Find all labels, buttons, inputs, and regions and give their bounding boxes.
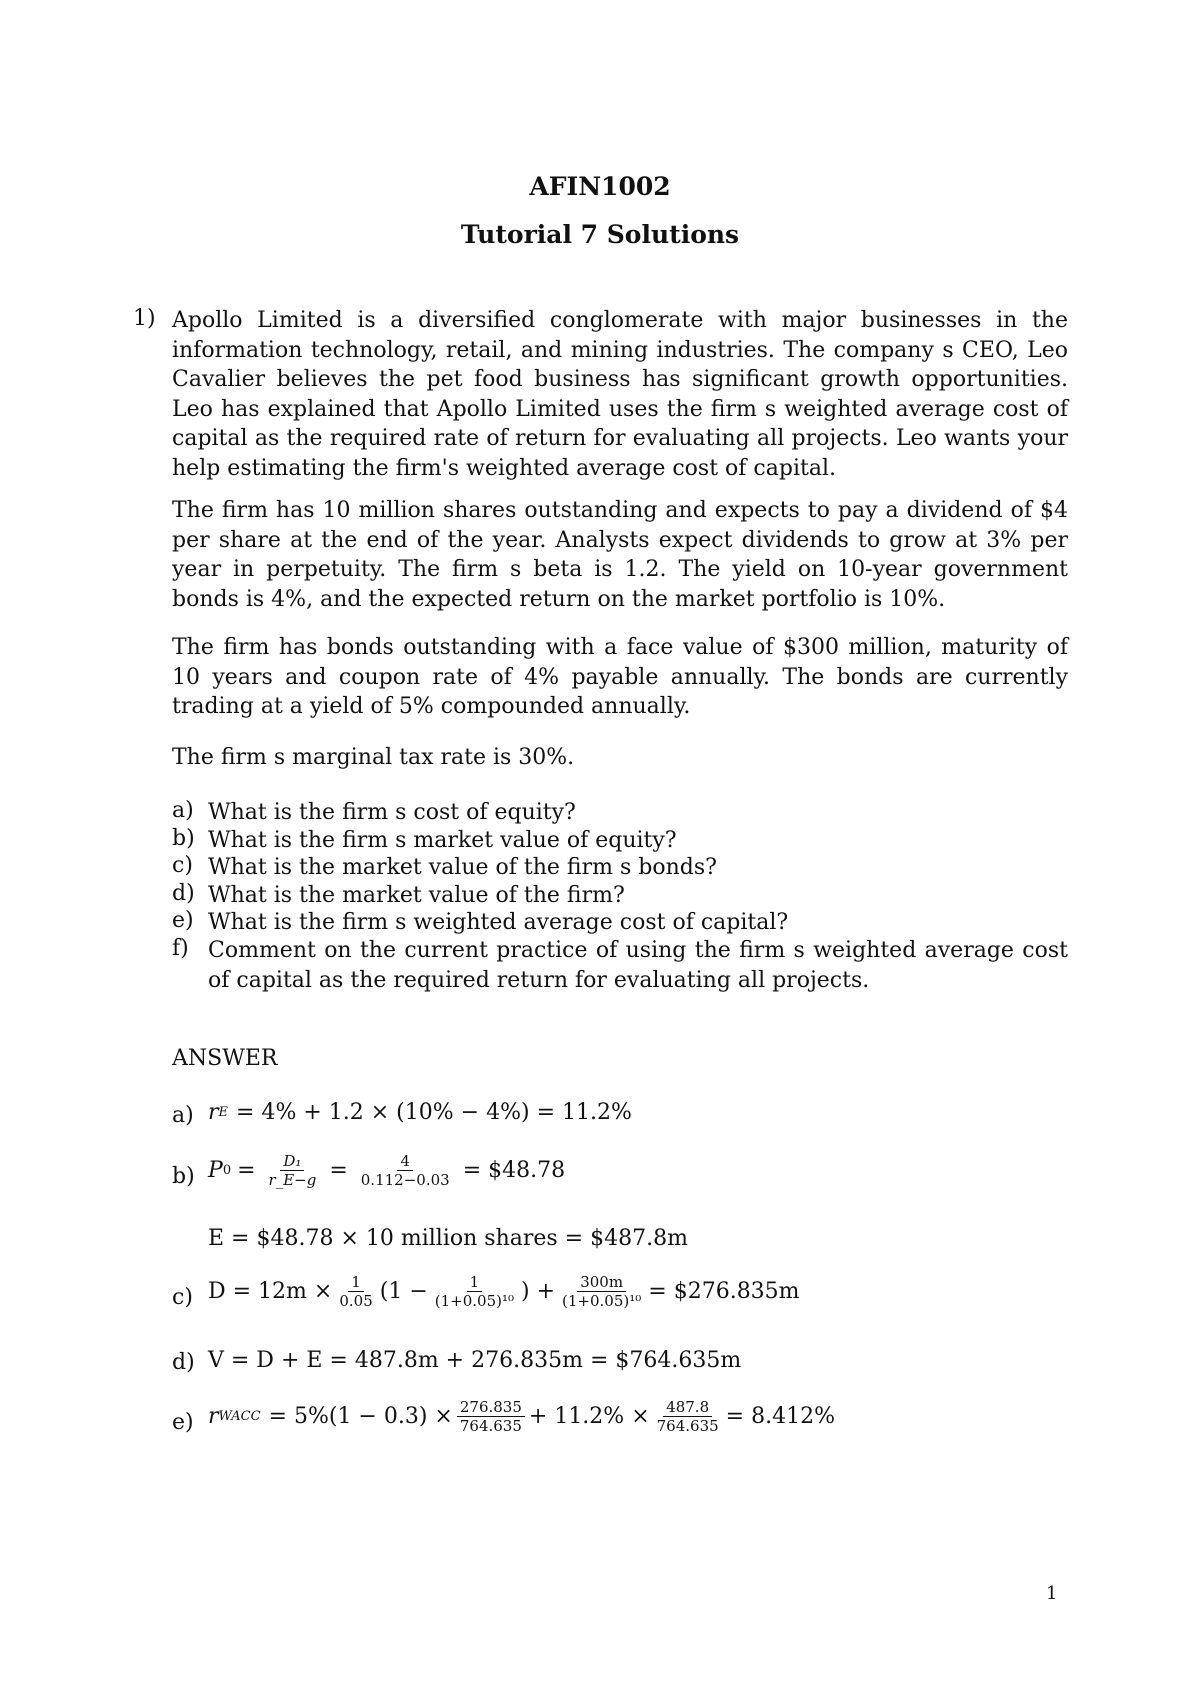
part-label: e) (172, 908, 194, 933)
equity-weight-fraction (654, 1398, 722, 1435)
fraction-denominator: (1+0.05)¹⁰ (434, 1292, 515, 1310)
answer-heading: ANSWER (172, 1046, 278, 1071)
part-text: What is the firm s market value of equity? (208, 828, 677, 853)
fraction-numerator: 1 (348, 1273, 364, 1292)
answer-c-open: (1 − (379, 1279, 428, 1304)
answer-c-close: ) + (521, 1279, 556, 1304)
equity-value-equation: E = $48.78 × 10 million shares = $487.8m (208, 1226, 688, 1251)
fraction-numerator: 1 (467, 1273, 483, 1292)
part-text: What is the firm s cost of equity? (208, 800, 576, 825)
fraction-numerator: 300m (577, 1273, 626, 1292)
answer-b-eq2: = (329, 1158, 348, 1183)
part-text: Comment on the current practice of using the firm s weighted average cost of capital as the required return for evaluating all projects. (208, 938, 1068, 993)
answer-e-plus: + 11.2% × (528, 1404, 650, 1429)
answer-b-eq: = (237, 1158, 256, 1183)
page-number: 1 (1046, 1583, 1058, 1604)
question-intro: Apollo Limited is a diversified conglomerate with major businesses in the information technology, retail, and mining industries. The company s CEO, Leo Cavalier believes the pet food business has significant growth opportunities. Leo has explained that Apollo Limited uses the firm s weighted average cost of capital as the required rate of return for evaluating all projects. Leo wants your help estimating the firm's weighted average cost of capital. (172, 308, 1068, 481)
answer-b-lhs: P (208, 1158, 223, 1183)
tax-paragraph: The firm s marginal tax rate is 30%. (172, 745, 575, 770)
part-label: d) (172, 881, 195, 906)
dividend-fraction (266, 1152, 320, 1189)
question-number: 1) (133, 306, 156, 331)
fraction-numerator: 4 (397, 1152, 413, 1171)
fraction-denominator: r_E−g (268, 1171, 317, 1189)
fraction-numerator: 487.8 (663, 1398, 712, 1417)
equity-paragraph: The firm has 10 million shares outstanding and expects to pay a dividend of $4 per share at the end of the year. Analysts expect dividends to grow at 3% per year in perpetuity. The firm s beta is 1.2. The yield on 10-year government bonds is 4%, and the expected return on the market portfolio is 10%. (172, 498, 1068, 612)
answer-b-result: = $48.78 (462, 1158, 566, 1183)
debt-weight-fraction (457, 1398, 525, 1435)
answer-d-label: d) (172, 1350, 195, 1375)
fraction-denominator: 0.112−0.03 (360, 1171, 450, 1189)
answer-e-label: e) (172, 1410, 194, 1435)
answer-b-equation (208, 1152, 565, 1189)
face-value-fraction (559, 1273, 644, 1310)
course-code: AFIN1002 (529, 172, 671, 201)
fraction-numerator: 276.835 (457, 1398, 525, 1417)
answer-e-lhs: r (208, 1404, 219, 1429)
page-title: Tutorial 7 Solutions (460, 220, 740, 249)
part-text: What is the firm s weighted average cost of capital? (208, 910, 789, 935)
answer-a-label: a) (172, 1103, 194, 1128)
fraction-numerator: D₁ (280, 1152, 304, 1171)
answer-e-equation (208, 1398, 835, 1435)
fraction-denominator: 764.635 (459, 1417, 522, 1435)
part-label: f) (172, 936, 189, 961)
answer-c-equation (208, 1273, 800, 1310)
answer-b-lhs-sub: 0 (222, 1163, 232, 1178)
part-text: What is the market value of the firm? (208, 883, 625, 908)
answer-c-lhs: D = 12m × (208, 1279, 333, 1304)
part-label: a) (172, 798, 194, 823)
part-text: What is the market value of the firm s bonds? (208, 855, 717, 880)
answer-a-lhs-sub: E (218, 1105, 229, 1120)
answer-a-rhs: = 4% + 1.2 × (10% − 4%) = 11.2% (236, 1100, 632, 1125)
fraction-denominator: (1+0.05)¹⁰ (562, 1292, 642, 1310)
answer-e-lhs-sub: WACC (218, 1409, 261, 1424)
bond-paragraph: The firm has bonds outstanding with a face value of $300 million, maturity of 10 years and coupon rate of 4% payable annually. The bonds are currently trading at a yield of 5% compounded annually. (172, 635, 1068, 719)
answer-d-equation: V = D + E = 487.8m + 276.835m = $764.635m (208, 1348, 742, 1373)
fraction-denominator: 764.635 (656, 1417, 719, 1435)
discount-fraction (432, 1273, 517, 1310)
part-label: c) (172, 853, 193, 878)
answer-a-equation (208, 1100, 632, 1125)
answer-e-result: = 8.412% (725, 1404, 835, 1429)
part-label: b) (172, 826, 195, 851)
answer-e-mid: = 5%(1 − 0.3) × (268, 1404, 453, 1429)
answer-b-label: b) (172, 1164, 195, 1189)
answer-c-result: = $276.835m (648, 1279, 800, 1304)
annuity-fraction (336, 1273, 375, 1310)
fraction-denominator: 0.05 (339, 1292, 373, 1310)
value-fraction (358, 1152, 453, 1189)
answer-a-lhs: r (208, 1100, 219, 1125)
answer-c-label: c) (172, 1285, 193, 1310)
